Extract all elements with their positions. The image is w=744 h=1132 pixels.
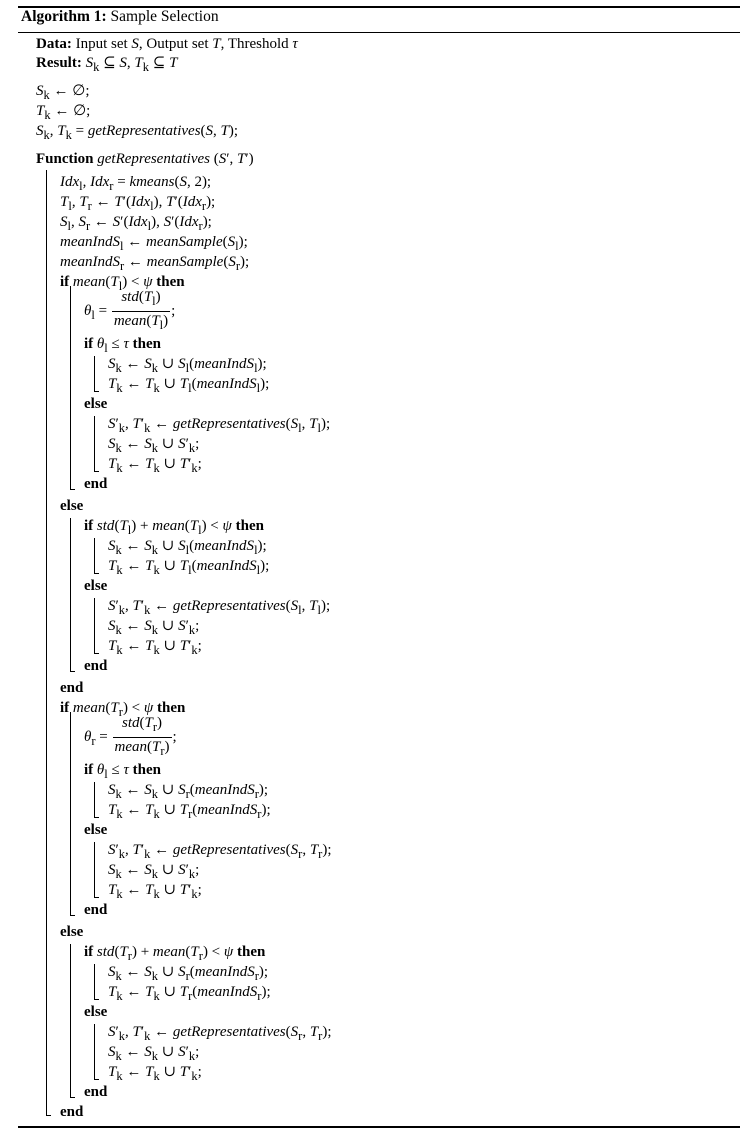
code-line-result: Result: $S_k$ ⊆ S, $T_k$ ⊆ T xyxy=(36,55,178,74)
block-guide-line xyxy=(94,416,95,472)
algorithm-label: Algorithm 1: xyxy=(21,8,107,25)
block-guide-line xyxy=(94,782,95,818)
code-line-split-s: $S_l$, $S_r$ ← S′(Idx$_l$), S′(Idx$_r$); xyxy=(60,214,212,233)
block-guide-line xyxy=(46,170,47,1116)
code-line-split-t: $T_l$, $T_r$ ← T′(Idx$_l$), T′(Idx$_r$); xyxy=(60,194,216,213)
block-guide-line xyxy=(94,356,95,392)
code-line-end1: end xyxy=(84,476,108,492)
code-line-h2: $S_k$ ← $S_k$ ∪ $S'_k$; xyxy=(108,1044,200,1063)
code-line-d3: $T_k$ ← $T_k$ ∪ $T'_k$; xyxy=(108,638,202,657)
code-line-c1: $S_k$ ← $S_k$ ∪ $S_l(meanIndS_l)$; xyxy=(108,538,267,557)
code-line-f2: $S_k$ ← $S_k$ ∪ $S'_k$; xyxy=(108,862,200,881)
code-line-h3: $T_k$ ← $T_k$ ∪ $T'_k$; xyxy=(108,1064,202,1083)
code-line-e2: $T_k$ ← $T_k$ ∪ $T_r(meanIndS_r)$; xyxy=(108,802,271,821)
algorithm-title xyxy=(21,8,219,26)
code-line-kmeans: Idx$_l$, Idx$_r$ = kmeans(S, 2); xyxy=(60,174,212,193)
code-line-d2: $S_k$ ← $S_k$ ∪ $S'_k$; xyxy=(108,618,200,637)
block-guide-line xyxy=(70,944,71,1098)
code-line-mean-r: meanIndS$_r$ ← $meanSample(S_r)$; xyxy=(60,254,250,273)
code-line-a1: $S_k$ ← $S_k$ ∪ $S_l(meanIndS_l)$; xyxy=(108,356,267,375)
fraction: $\frac{std(T_r)}{mean(T_r)}$ xyxy=(114,715,170,759)
code-line-else5: else xyxy=(60,924,84,940)
code-line-if-theta-l: if $\theta_l \le \tau$ then xyxy=(84,336,161,355)
code-line-init-tk: $T_k$ ← ∅; xyxy=(36,103,91,122)
code-line-else1: else xyxy=(84,396,108,412)
code-line-d1: $S'_k$, $T'_k$ ← $getRepresentatives(S_l$, $T_l$); xyxy=(108,598,331,617)
block-guide-line xyxy=(70,518,71,672)
caption-rule xyxy=(18,32,740,33)
code-line-if-mean-l: if $mean(T_l) < \psi$ then xyxy=(60,274,185,293)
block-guide-line xyxy=(94,842,95,898)
block-guide-line xyxy=(94,598,95,654)
code-line-else3: else xyxy=(84,578,108,594)
code-line-end4: end xyxy=(84,902,108,918)
code-line-if-std-r: if $std(T_r)$ + $mean(T_r) < \psi$ then xyxy=(84,944,266,963)
code-line-f1: $S'_k$, $T'_k$ ← $getRepresentatives(S_r$, $T_r$); xyxy=(108,842,332,861)
code-line-b2: $S_k$ ← $S_k$ ∪ $S'_k$; xyxy=(108,436,200,455)
block-guide-line xyxy=(70,712,71,916)
code-line-call: $S_k$, $T_k$ = getRepresentatives(S, T); xyxy=(36,123,239,142)
code-line-data: Data: Input set S, Output set T, Threshold τ xyxy=(36,36,298,52)
code-line-a2: $T_k$ ← $T_k$ ∪ $T_l(meanIndS_l)$; xyxy=(108,376,270,395)
code-line-init-sk: $S_k$ ← ∅; xyxy=(36,83,90,102)
code-line-end5: end xyxy=(84,1084,108,1100)
code-line-f3: $T_k$ ← $T_k$ ∪ $T'_k$; xyxy=(108,882,202,901)
algorithm-name: Sample Selection xyxy=(110,8,219,25)
fraction: $\frac{std(T_l)}{mean(T_l)}$ xyxy=(113,289,169,333)
code-line-if-std-l: if $std(T_l)$ + $mean(T_l) < \psi$ then xyxy=(84,518,264,537)
code-line-else4: else xyxy=(84,822,108,838)
code-line-end2: end xyxy=(84,658,108,674)
block-guide-line xyxy=(70,286,71,490)
code-line-else6: else xyxy=(84,1004,108,1020)
code-line-if-theta-r: if $\theta_l \le \tau$ then xyxy=(84,762,161,781)
block-guide-line xyxy=(94,964,95,1000)
code-line-theta-l: $\theta_l$ = $\frac{std(T_l)}{mean(T_l)}$ ; xyxy=(84,286,175,336)
code-line-else2: else xyxy=(60,498,84,514)
block-guide-line xyxy=(94,1024,95,1080)
code-line-b3: $T_k$ ← $T_k$ ∪ $T'_k$; xyxy=(108,456,202,475)
code-line-function: Function getRepresentatives (S′, T′) xyxy=(36,151,254,167)
code-line-theta-r: $\theta_r$ = $\frac{std(T_r)}{mean(T_r)}$ ; xyxy=(84,712,177,762)
code-line-e1: $S_k$ ← $S_k$ ∪ $S_r(meanIndS_r)$; xyxy=(108,782,269,801)
code-line-g2: $T_k$ ← $T_k$ ∪ $T_r(meanIndS_r)$; xyxy=(108,984,271,1003)
code-line-end3: end xyxy=(60,680,84,696)
code-line-c2: $T_k$ ← $T_k$ ∪ $T_l(meanIndS_l)$; xyxy=(108,558,270,577)
code-line-if-mean-r: if $mean(T_r) < \psi$ then xyxy=(60,700,186,719)
code-line-g1: $S_k$ ← $S_k$ ∪ $S_r(meanIndS_r)$; xyxy=(108,964,269,983)
bottom-rule xyxy=(18,1126,740,1128)
block-guide-line xyxy=(94,538,95,574)
code-line-mean-l: meanIndS$_l$ ← $meanSample(S_l)$; xyxy=(60,234,248,253)
code-line-end6: end xyxy=(60,1104,84,1120)
code-line-b1: $S'_k$, $T'_k$ ← $getRepresentatives(S_l$, $T_l$); xyxy=(108,416,331,435)
code-line-h1: $S'_k$, $T'_k$ ← $getRepresentatives(S_r$, $T_r$); xyxy=(108,1024,332,1043)
